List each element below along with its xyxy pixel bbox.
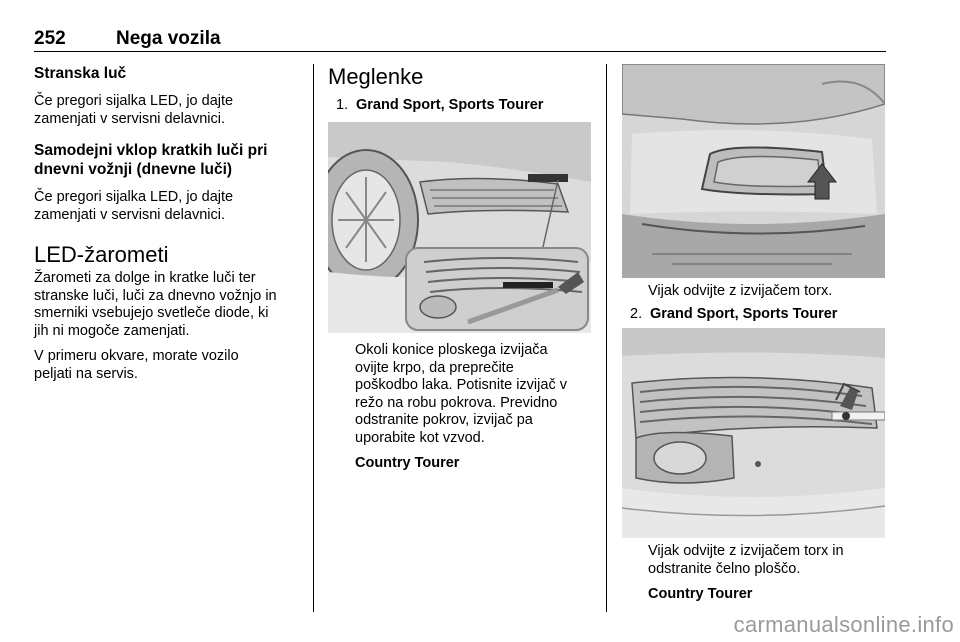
text-line: Vijak odvijte z izvijačem torx in xyxy=(648,543,844,559)
failure-text xyxy=(34,348,302,383)
list-item-title: Grand Sport, Sports Tourer xyxy=(356,97,544,113)
list-item-1 xyxy=(328,96,590,114)
caption-torx: Vijak odvijte z izvijačem torx. xyxy=(648,283,833,299)
chapter-title: Nega vozila xyxy=(116,28,221,49)
subheading-country-tourer: Country Tourer xyxy=(648,586,753,602)
text-line: V primeru okvare, morate vozilo xyxy=(34,348,239,364)
heading-fog-lights: Meglenke xyxy=(328,64,424,89)
text-line: odstranite pokrov, izvijač pa xyxy=(355,412,533,428)
country-tourer-bumper-illustration xyxy=(622,64,885,278)
list-item-2 xyxy=(622,305,886,323)
subheading-country-tourer: Country Tourer xyxy=(355,455,460,471)
column-divider-1 xyxy=(313,64,314,612)
text-line: Okoli konice ploskega izvijača xyxy=(355,342,548,358)
watermark: carmanualsonline.info xyxy=(733,612,954,637)
daytime-lights-text xyxy=(34,189,302,224)
caption-1-block xyxy=(648,283,886,301)
heading-side-light: Stranska luč xyxy=(34,65,127,82)
fog-light-instructions xyxy=(355,342,595,473)
led-headlights-text xyxy=(34,270,302,340)
page-number: 252 xyxy=(34,28,66,49)
text-line: jih ni mogoče zamenjati. xyxy=(34,322,190,339)
text-line: stranske luči, luči za dnevno vožnjo in xyxy=(34,287,277,304)
page-header xyxy=(34,28,886,52)
list-number: 2. xyxy=(630,306,643,322)
text-line: Žarometi za dolge in kratke luči ter xyxy=(34,270,256,286)
side-light-text xyxy=(34,93,302,128)
caption-2-block xyxy=(648,543,886,604)
caption-torx-panel xyxy=(648,543,886,578)
list-item-title: Grand Sport, Sports Tourer xyxy=(650,306,838,322)
text-line: uporabite kot vzvod. xyxy=(355,429,485,446)
column-divider-2 xyxy=(606,64,607,612)
column-2 xyxy=(328,64,590,114)
list-number: 1. xyxy=(336,97,349,113)
heading-line: dnevni vožnji (dnevne luči) xyxy=(34,161,233,178)
fog-light-cover-illustration xyxy=(328,122,591,333)
text-line: zamenjati v servisni delavnici. xyxy=(34,206,225,223)
fog-light-grille-illustration xyxy=(622,328,885,538)
text-line: smerniki vsebujejo svetleče diode, ki xyxy=(34,305,269,321)
heading-daytime-lights xyxy=(34,141,302,179)
text-line: Če pregori sijalka LED, jo dajte xyxy=(34,93,234,109)
heading-led-headlights: LED-žarometi xyxy=(34,242,169,267)
text-line: odstranite čelno ploščo. xyxy=(648,560,801,577)
text-line: poškodbo laka. Potisnite izvijač v xyxy=(355,377,567,393)
instruction-text xyxy=(355,342,595,447)
text-line: ovijte krpo, da preprečite xyxy=(355,359,514,376)
heading-line: Samodejni vklop kratkih luči pri xyxy=(34,142,268,159)
text-line: režo na robu pokrova. Previdno xyxy=(355,394,558,411)
text-line: Če pregori sijalka LED, jo dajte xyxy=(34,189,234,205)
text-line: peljati na servis. xyxy=(34,365,138,382)
column-1 xyxy=(34,64,302,383)
list-item-2-block xyxy=(622,305,886,323)
text-line: zamenjati v servisni delavnici. xyxy=(34,110,225,127)
